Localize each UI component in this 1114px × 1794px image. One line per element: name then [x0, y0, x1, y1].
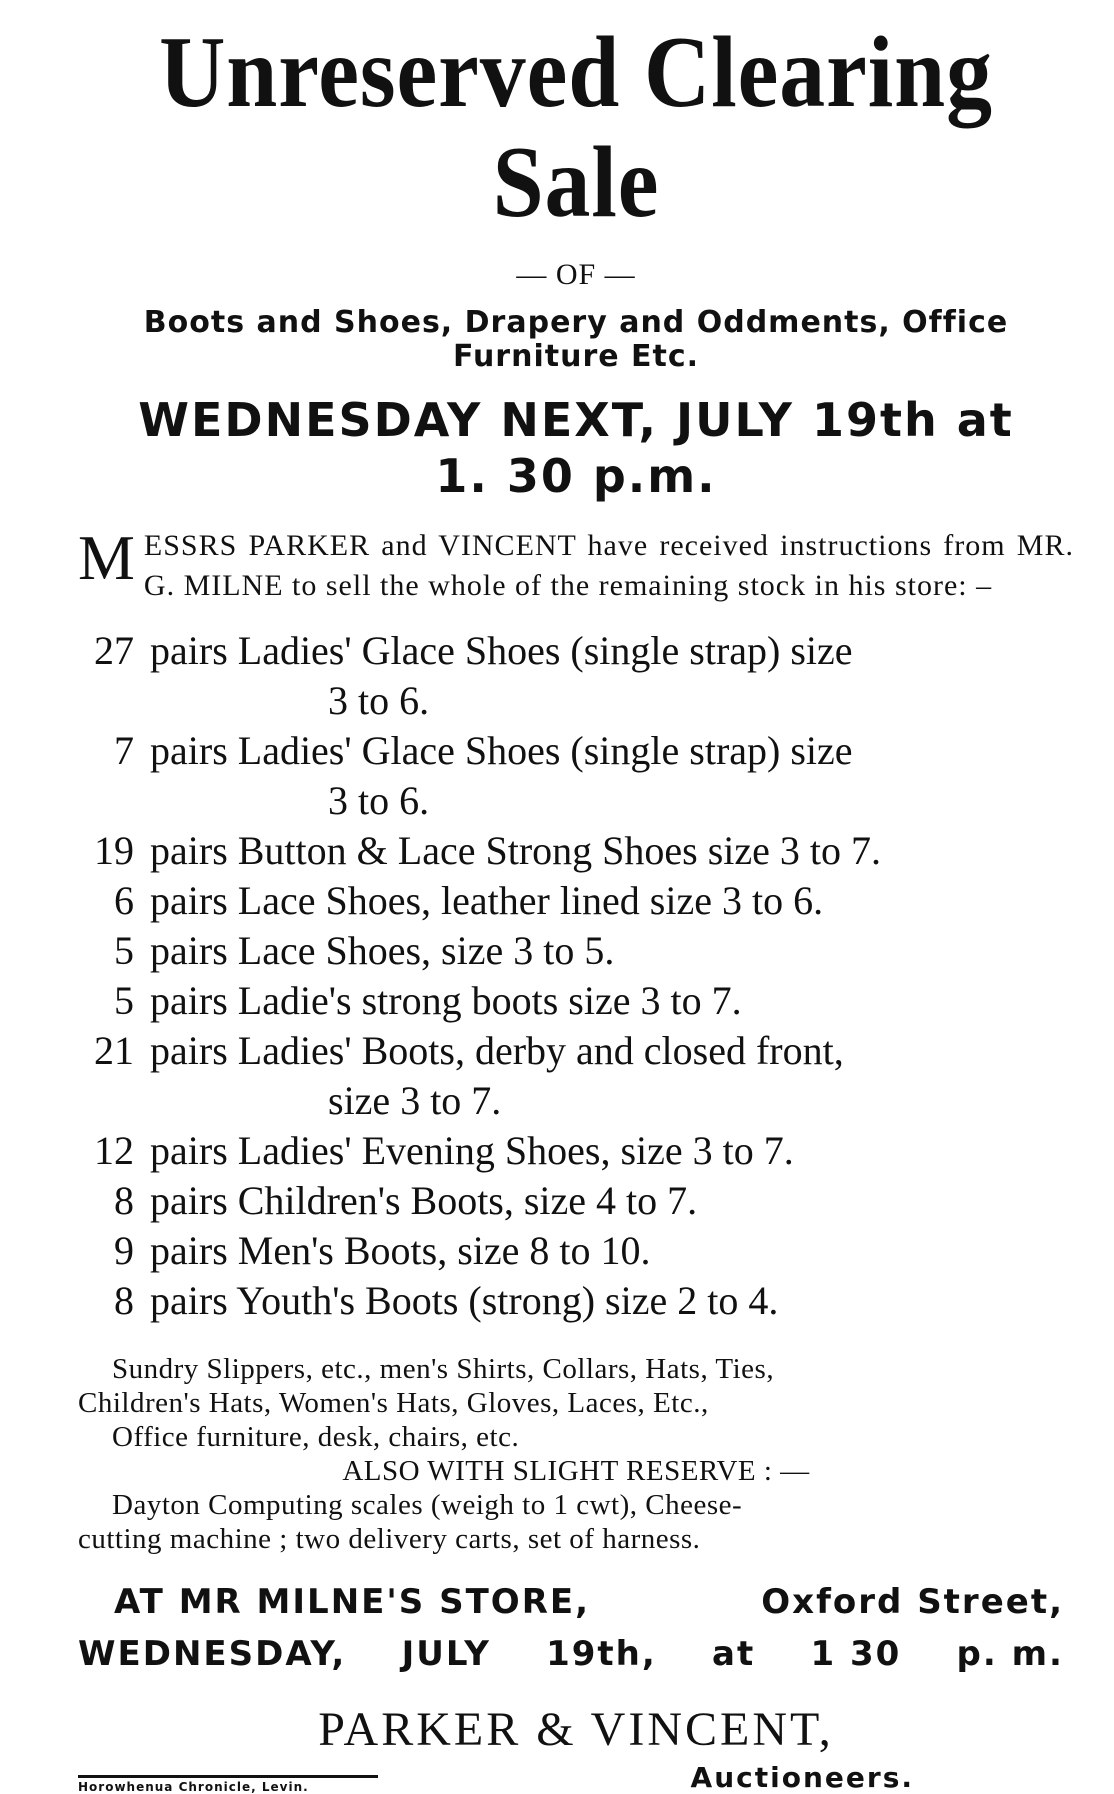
item-line: pairs Ladies' Glace Shoes (single strap) size — [150, 728, 853, 773]
item-line: pairs Ladies' Glace Shoes (single strap) size — [150, 628, 853, 673]
item-quantity: 6 — [114, 878, 134, 923]
item-quantity: 8 — [114, 1278, 134, 1323]
auctioneers-label: Auctioneers. — [690, 1761, 914, 1794]
item-quantity: 8 — [114, 1178, 134, 1223]
reserve-heading: ALSO WITH SLIGHT RESERVE : — — [342, 1455, 810, 1487]
intro-paragraph — [78, 522, 1074, 606]
list-item — [78, 976, 1074, 1026]
item-quantity: 27 — [94, 628, 134, 673]
venue-time: 1 30 — [810, 1634, 902, 1674]
item-quantity: 7 — [114, 728, 134, 773]
item-quantity: 5 — [114, 928, 134, 973]
item-line: 3 to 6. — [328, 678, 430, 723]
item-line: pairs Ladies' Boots, derby and closed front, — [150, 1028, 844, 1073]
list-item — [78, 726, 1074, 826]
date-headline-line: 1. 30 p.m. — [435, 449, 717, 503]
subhead — [78, 306, 1074, 374]
sundry-line: Dayton Computing scales (weigh to 1 cwt), Cheese- — [112, 1489, 743, 1521]
item-description: pairs Lace Shoes, leather lined size 3 to 6. — [150, 878, 824, 923]
item-description: pairs Men's Boots, size 8 to 10. — [150, 1228, 651, 1273]
item-description: pairs Children's Boots, size 4 to 7. — [150, 1178, 698, 1223]
venue-block — [78, 1576, 1074, 1680]
item-description: pairs Lace Shoes, size 3 to 5. — [150, 928, 615, 973]
sundry-line: cutting machine ; two delivery carts, set of harness. — [78, 1523, 701, 1555]
item-description — [150, 726, 1074, 826]
subhead-line: Boots and Shoes, Drapery and Oddments, Office — [143, 305, 1009, 340]
sundry-paragraph — [78, 1352, 1074, 1556]
venue-row — [78, 1576, 1074, 1628]
item-description — [150, 626, 1074, 726]
venue-day: WEDNESDAY, — [78, 1634, 347, 1674]
drop-cap: M — [78, 522, 136, 593]
venue-street: Oxford Street, — [761, 1582, 1064, 1622]
item-description — [150, 1026, 1074, 1126]
printer-credit: Horowhenua Chronicle, Levin. — [78, 1775, 378, 1794]
venue-month: JULY — [401, 1634, 491, 1674]
item-quantity: 12 — [94, 1128, 134, 1173]
subhead-line: Furniture Etc. — [452, 339, 700, 374]
of-line: — OF — — [516, 258, 636, 291]
ad-title: Unreserved Clearing Sale — [159, 16, 993, 239]
item-quantity: 5 — [114, 978, 134, 1023]
list-item — [78, 1176, 1074, 1226]
sundry-line: Children's Hats, Women's Hats, Gloves, Laces, Etc., — [78, 1387, 709, 1419]
item-quantity: 21 — [94, 1028, 134, 1073]
venue-store: AT MR MILNE'S STORE, — [114, 1582, 591, 1622]
list-item — [78, 926, 1074, 976]
date-headline-line: WEDNESDAY NEXT, JULY 19th at — [138, 393, 1014, 447]
list-item — [78, 626, 1074, 726]
item-line: 3 to 6. — [328, 778, 430, 823]
list-item — [78, 876, 1074, 926]
venue-date: 19th, — [546, 1634, 657, 1674]
item-line: size 3 to 7. — [328, 1078, 502, 1123]
sundry-line: Office furniture, desk, chairs, etc. — [112, 1421, 520, 1453]
list-item — [78, 1226, 1074, 1276]
stock-list — [78, 626, 1074, 1326]
list-item — [78, 1276, 1074, 1326]
venue-ampm: p. m. — [956, 1634, 1064, 1674]
list-item — [78, 1126, 1074, 1176]
date-headline — [78, 392, 1074, 504]
venue-row — [78, 1628, 1074, 1680]
list-item — [78, 1026, 1074, 1126]
item-description: pairs Ladie's strong boots size 3 to 7. — [150, 978, 742, 1023]
item-quantity: 9 — [114, 1228, 134, 1273]
sundry-line: Sundry Slippers, etc., men's Shirts, Collars, Hats, Ties, — [112, 1353, 775, 1385]
footer — [78, 1761, 1074, 1794]
item-quantity: 19 — [94, 828, 134, 873]
list-item — [78, 826, 1074, 876]
item-description: pairs Button & Lace Strong Shoes size 3 to 7. — [150, 828, 882, 873]
venue-at: at — [712, 1634, 756, 1674]
intro-text: ESSRS PARKER and VINCENT have received instructions from MR. G. MILNE to sell the whole of the remaining stock in his store: – — [143, 529, 1074, 602]
auctioneer-firm: PARKER & VINCENT, — [318, 1703, 834, 1756]
item-description: pairs Youth's Boots (strong) size 2 to 4. — [150, 1278, 779, 1323]
item-description: pairs Ladies' Evening Shoes, size 3 to 7. — [150, 1128, 794, 1173]
